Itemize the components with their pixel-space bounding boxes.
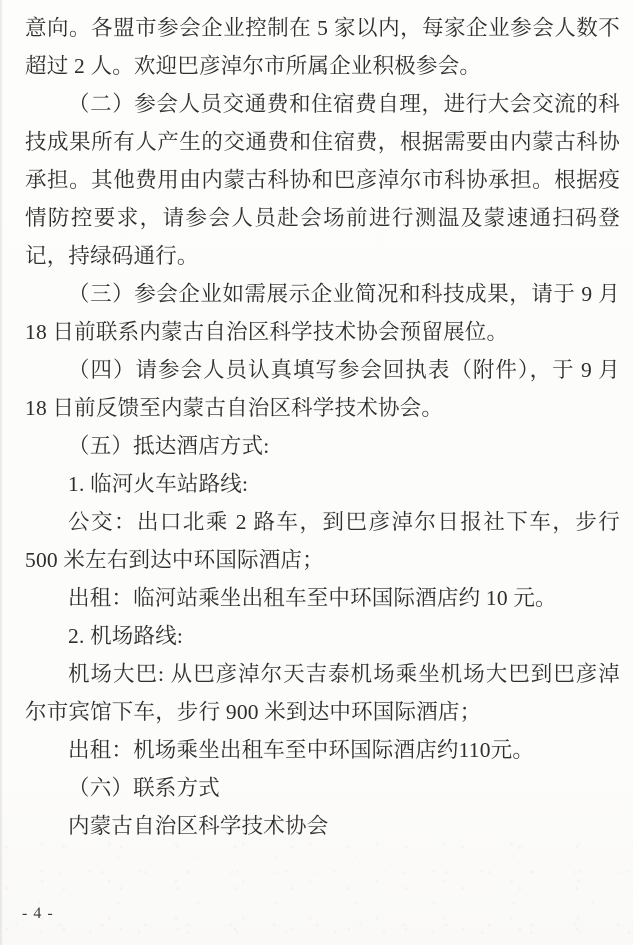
paragraph-org-name: 内蒙古自治区科学技术协会 bbox=[68, 814, 329, 838]
paragraph-section-3: （三）参会企业如需展示企业简况和科技成果，请于 9 月 18 日前联系内蒙古自治区科学技术协会预留展位。 bbox=[25, 282, 620, 344]
paragraph-section-5: （五）抵达酒店方式: bbox=[68, 434, 270, 458]
paragraph-route2-taxi: 出租：机场乘坐出租车至中环国际酒店约110元。 bbox=[68, 738, 535, 762]
paragraph-section-4: （四）请参会人员认真填写参会回执表（附件），于 9 月 18 日前反馈至内蒙古自治区科学技术协会。 bbox=[25, 358, 620, 420]
document-body bbox=[25, 9, 620, 845]
paragraph-section-2: （二）参会人员交通费和住宿费自理，进行大会交流的科技成果所有人产生的交通费和住宿费，根据需要由内蒙古科协承担。其他费用由内蒙古科协和巴彦淖尔市科协承担。根据疫情防控要求，请参会人员赴会场前进行测温及蒙速通扫码登记，持绿码通行。 bbox=[25, 92, 620, 268]
paragraph-route1-bus: 公交：出口北乘 2 路车，到巴彦淖尔日报社下车，步行 500 米左右到达中环国际酒店； bbox=[25, 510, 620, 572]
paragraph-route1-heading: 1. 临河火车站路线: bbox=[68, 472, 249, 496]
paragraph-route2-heading: 2. 机场路线: bbox=[68, 624, 184, 648]
paragraph-section-6: （六）联系方式 bbox=[68, 776, 220, 800]
paragraph-route1-taxi: 出租：临河站乘坐出租车至中环国际酒店约 10 元。 bbox=[68, 586, 557, 610]
scan-noise-texture bbox=[0, 835, 633, 945]
paragraph-route2-bus: 机场大巴: 从巴彦淖尔天吉泰机场乘坐机场大巴到巴彦淖尔市宾馆下车，步行 900 米到达中环国际酒店； bbox=[25, 662, 620, 724]
paragraph-continuation: 意向。各盟市参会企业控制在 5 家以内，每家企业参会人数不超过 2 人。欢迎巴彦淖尔市所属企业积极参会。 bbox=[25, 16, 620, 78]
page-number: - 4 - bbox=[22, 905, 54, 922]
